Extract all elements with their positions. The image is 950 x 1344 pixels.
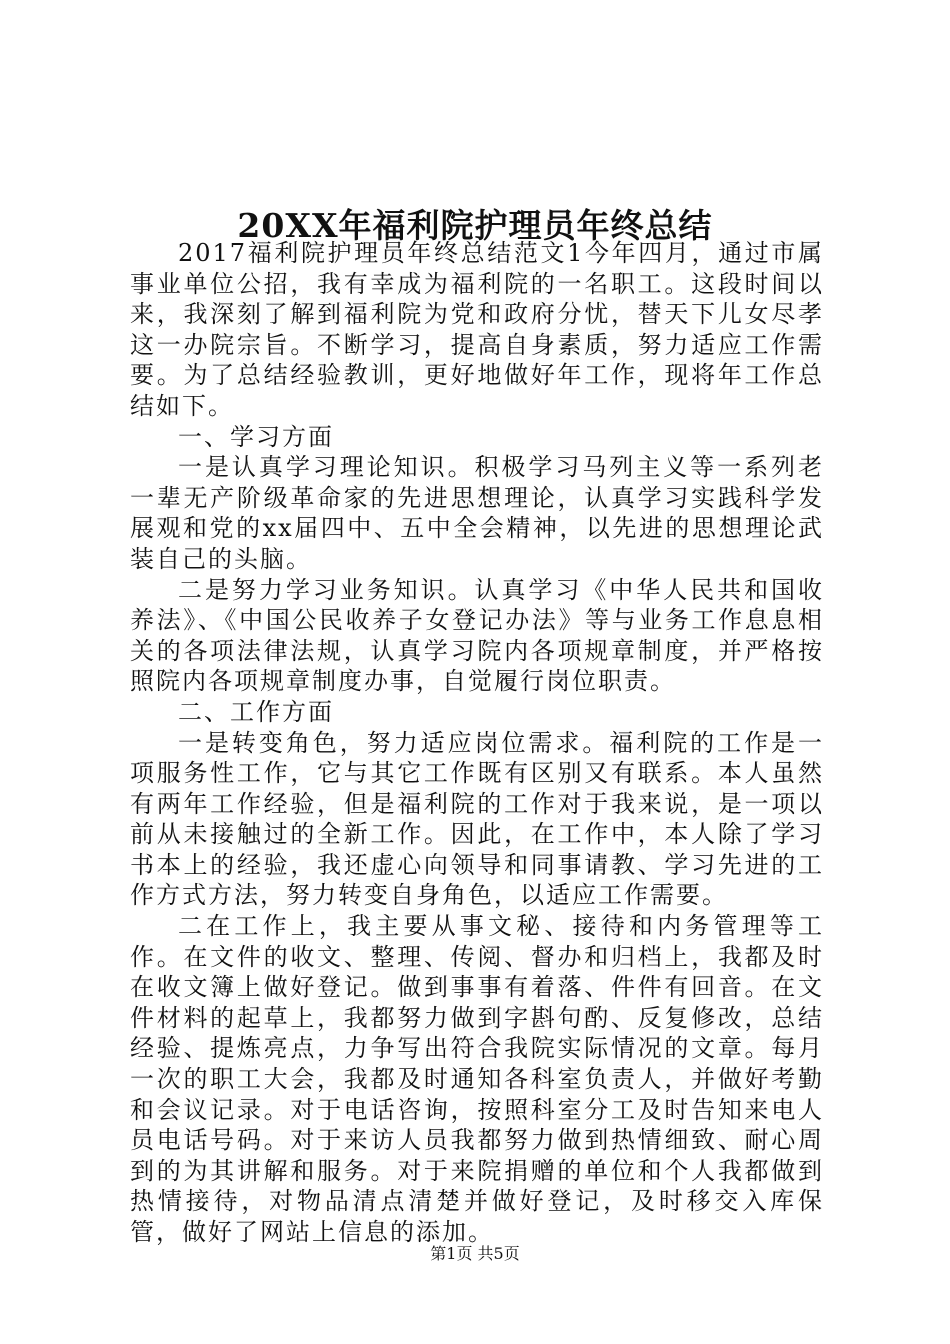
page-number-footer: 第1页 共5页 — [430, 1244, 520, 1263]
section-heading-work: 二、工作方面 — [178, 697, 334, 726]
paragraph-intro: 2017福利院护理员年终总结范文1今年四月，通过市属事业单位公招，我有幸成为福利院的一名职工。这段时间以来，我深刻了解到福利院为党和政府分忧，替天下儿女尽孝这一办院宗旨。不断学习，提高自身素质，努力适应工作需要。为了总结经验教训，更好地做好年工作，现将年工作总结如下。 — [130, 239, 824, 420]
paragraph-work-duties: 二在工作上，我主要从事文秘、接待和内务管理等工作。在文件的收文、整理、传阅、督办和归档上，我都及时在收文簿上做好登记。做到事事有着落、件件有回音。在文件材料的起草上，我都努力做到字斟句酌、反复修改，总结经验、提炼亮点，力争写出符合我院实际情况的文章。每月一次的职工大会，我都及时通知各科室负责人，并做好考勤和会议记录。对于电话咨询，按照科室分工及时告知来电人员电话号码。对于来访人员我都努力做到热情细致、耐心周到的为其讲解和服务。对于来院捐赠的单位和个人我都做到热情接待，对物品清点清楚并做好登记，及时移交入库保管，做好了网站上信息的添加。 — [130, 912, 824, 1246]
section-heading-study: 一、学习方面 — [178, 422, 334, 451]
paragraph-study-business: 二是努力学习业务知识。认真学习《中华人民共和国收养法》、《中国公民收养子女登记办法》等与业务工作息息相关的各项法律法规，认真学习院内各项规章制度，并严格按照院内各项规章制度办事，自觉履行岗位职责。 — [130, 575, 824, 696]
paragraph-study-theory: 一是认真学习理论知识。积极学习马列主义等一系列老一辈无产阶级革命家的先进思想理论，认真学习实践科学发展观和党的xx届四中、五中全会精神，以先进的思想理论武装自己的头脑。 — [130, 453, 824, 573]
page-title: 20XX年福利院护理员年终总结 — [237, 206, 713, 246]
paragraph-work-role: 一是转变角色，努力适应岗位需求。福利院的工作是一项服务性工作，它与其它工作既有区别又有联系。本人虽然有两年工作经验，但是福利院的工作对于我来说，是一项以前从未接触过的全新工作。因此，在工作中，本人除了学习书本上的经验，我还虚心向领导和同事请教、学习先进的工作方式方法，努力转变自身角色，以适应工作需要。 — [130, 728, 824, 910]
document-body — [130, 238, 824, 1248]
